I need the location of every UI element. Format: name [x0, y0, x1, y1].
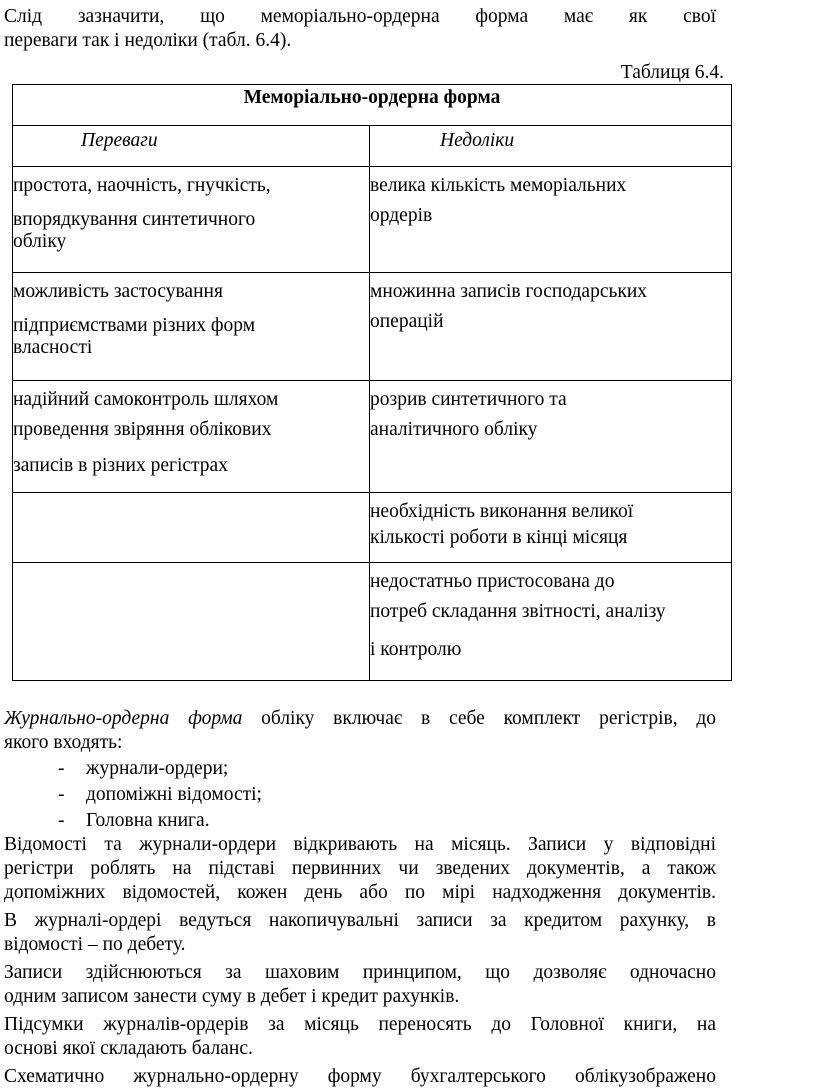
table-row	[13, 167, 732, 273]
paragraph-line: регістри роблять на підставі первинних чи зведених документів, а також	[4, 858, 716, 879]
list-item-text: допоміжні відомості;	[86, 784, 262, 805]
list-dash: -	[58, 784, 65, 805]
disadvantage-cell	[370, 167, 732, 273]
intro-word: що	[200, 6, 225, 27]
cell-line: впорядкування синтетичного	[13, 209, 256, 230]
list-item-text: журнали-ордери;	[86, 758, 229, 779]
cell-line: проведення звіряння облікових	[13, 419, 272, 440]
intro-word: форма	[475, 6, 529, 27]
list-dash: -	[58, 758, 65, 779]
cell-line: можливість застосування	[13, 281, 223, 302]
intro-word: має	[563, 6, 594, 27]
journal-list	[58, 758, 262, 836]
advantage-cell-empty	[13, 563, 370, 681]
cell-line: власності	[13, 337, 93, 358]
cell-line: обліку	[13, 231, 67, 252]
cell-line: і контролю	[370, 639, 462, 660]
paragraph-line: допоміжних відомостей, кожен день або по мірі надходження документів.	[4, 882, 716, 903]
journal-line-2: якого входять:	[4, 732, 123, 753]
list-item	[58, 810, 262, 836]
list-item-text: Головна книга.	[86, 810, 210, 831]
table-header-row	[13, 126, 732, 167]
journal-line-1	[4, 708, 716, 730]
list-item	[58, 758, 262, 784]
paragraph-line: В журналі-ордері ведуться накопичувальні записи за кредитом рахунку, в	[4, 910, 716, 931]
advantage-cell	[13, 273, 370, 381]
cell-line: ордерів	[370, 205, 433, 226]
advantage-cell	[13, 167, 370, 273]
paragraph-line: основі якої складають баланс.	[4, 1038, 253, 1059]
cell-line: операцій	[370, 311, 444, 332]
table-title-row	[13, 85, 732, 126]
intro-word: зазначити,	[77, 6, 165, 27]
intro-line-1	[4, 6, 716, 28]
cell-line: велика кількість меморіальних	[370, 175, 627, 196]
advantage-cell	[13, 381, 370, 493]
table-row	[13, 563, 732, 681]
table-title: Меморіально-ордерна форма	[13, 85, 732, 126]
paragraph-line: Записи здійснюються за шаховим принципом, що дозволяє одночасно	[4, 962, 716, 983]
cell-line: розрив синтетичного та	[370, 389, 567, 410]
intro-word: свої	[683, 6, 716, 27]
paragraph-line: одним записом занести суму в дебет і кредит рахунків.	[4, 986, 460, 1007]
cell-line: необхідність виконання великої	[370, 501, 634, 522]
cell-line: множинна записів господарських	[370, 281, 648, 302]
list-item	[58, 784, 262, 810]
cell-line: кількості роботи в кінці місяця	[370, 527, 628, 548]
cell-line: надійний самоконтроль шляхом	[13, 389, 279, 410]
paragraph-line: Відомості та журнали-ордери відкривають на місяць. Записи у відповідні	[4, 834, 716, 855]
header-disadvantages: Недоліки	[370, 126, 732, 167]
journal-term: Журнально-ордерна форма	[4, 708, 243, 729]
intro-word: меморіально-ордерна	[260, 6, 440, 27]
cell-line: підприємствами різних форм	[13, 315, 256, 336]
disadvantage-cell	[370, 381, 732, 493]
cell-line: простота, наочність, гнучкість,	[13, 175, 271, 196]
table-row	[13, 493, 732, 563]
comparison-table	[12, 84, 732, 681]
intro-word: Слід	[4, 6, 43, 27]
disadvantage-cell	[370, 273, 732, 381]
paragraph-line: відомості – по дебету.	[4, 934, 186, 955]
advantage-cell-empty	[13, 493, 370, 563]
cell-line: аналітичного обліку	[370, 419, 538, 440]
intro-word: як	[628, 6, 648, 27]
paragraph-line: Підсумки журналів-ордерів за місяць переносять до Головної книги, на	[4, 1014, 716, 1035]
table-row	[13, 273, 732, 381]
paragraph-line: Схематично журнально-ордерну форму бухгалтерського облікузображено	[4, 1066, 716, 1087]
table-caption: Таблиця 6.4.	[620, 62, 724, 83]
cell-line: потреб складання звітності, аналізу	[370, 601, 666, 622]
journal-line-1-rest: обліку включає в себе комплект регістрів, до	[261, 708, 716, 729]
header-advantages: Переваги	[13, 126, 370, 167]
cell-line: записів в різних регістрах	[13, 455, 228, 476]
cell-line: недостатньо пристосована до	[370, 571, 615, 592]
table-row	[13, 381, 732, 493]
disadvantage-cell	[370, 563, 732, 681]
list-dash: -	[58, 810, 65, 831]
disadvantage-cell	[370, 493, 732, 563]
intro-line-2: переваги так і недоліки (табл. 6.4).	[4, 30, 292, 51]
